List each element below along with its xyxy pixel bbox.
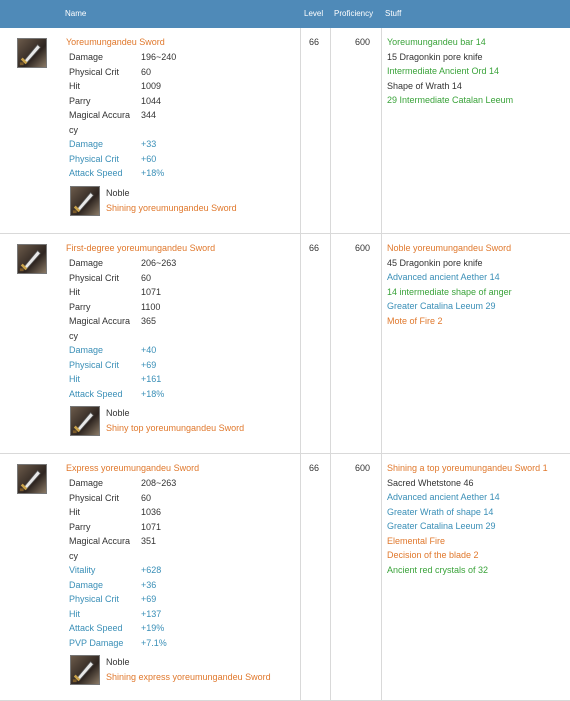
material-item[interactable]: Greater Catalina Leeum 29 <box>387 521 496 531</box>
noble-title: Noble <box>106 408 130 418</box>
sword-icon[interactable] <box>70 186 100 216</box>
column-divider <box>330 454 331 700</box>
material-item[interactable]: Decision of the blade 2 <box>387 550 479 560</box>
stat-line <box>69 273 189 287</box>
stat-line <box>69 81 189 95</box>
noble-item-name[interactable]: Shining express yoreumungandeu Sword <box>106 672 271 682</box>
header-level: Level <box>304 9 324 18</box>
stat-value: +18% <box>141 388 165 399</box>
column-divider <box>381 234 382 453</box>
stat-line <box>69 478 189 492</box>
stat-value: 60 <box>141 66 152 77</box>
stat-value: 60 <box>141 492 152 503</box>
stat-line <box>69 258 189 272</box>
stat-name: Attack Speed <box>69 168 123 178</box>
stat-line <box>69 580 189 594</box>
stat-line <box>69 125 189 139</box>
item-row <box>0 234 570 454</box>
material-item[interactable]: 29 Intermediate Catalan Leeum <box>387 95 514 105</box>
stat-line <box>69 536 189 550</box>
stat-value: +161 <box>141 374 162 384</box>
stat-line <box>69 374 189 388</box>
stat-line <box>69 67 189 81</box>
stat-name: Magical Accura <box>69 536 131 546</box>
sword-icon[interactable] <box>17 244 47 274</box>
column-divider <box>330 28 331 233</box>
stat-value: +69 <box>141 594 157 604</box>
column-divider <box>330 234 331 453</box>
stat-value: +40 <box>141 345 157 355</box>
stat-line <box>69 316 189 330</box>
stat-name: Attack Speed <box>69 388 123 399</box>
stat-name: cy <box>69 550 78 561</box>
stat-name: Attack Speed <box>69 623 123 633</box>
sword-icon[interactable] <box>17 464 47 494</box>
item-row <box>0 454 570 701</box>
header-stuff: Stuff <box>385 9 402 18</box>
material-item[interactable]: Shining a top yoreumungandeu Sword 1 <box>387 463 548 473</box>
material-item[interactable]: 14 intermediate shape of anger <box>387 286 512 297</box>
noble-title: Noble <box>106 657 130 667</box>
stat-line <box>69 565 189 579</box>
stat-name: Damage <box>69 139 104 149</box>
stat-name: Hit <box>69 507 80 517</box>
material-item[interactable]: Mote of Fire 2 <box>387 315 443 326</box>
stat-line <box>69 96 189 110</box>
item-name[interactable]: First-degree yoreumungandeu Sword <box>66 243 216 253</box>
stuff-list <box>387 243 512 330</box>
material-item[interactable]: Noble yoreumungandeu Sword <box>387 243 512 253</box>
stat-value: 1044 <box>141 95 162 106</box>
stat-name: Damage <box>69 579 104 590</box>
stat-value: 206~263 <box>141 258 177 268</box>
item-proficiency: 600 <box>355 243 371 253</box>
noble-title: Noble <box>106 187 130 198</box>
item-name[interactable]: Express yoreumungandeu Sword <box>66 463 200 473</box>
stat-line <box>69 360 189 374</box>
stat-line <box>69 52 189 66</box>
item-proficiency: 600 <box>355 37 371 47</box>
stuff-list <box>387 37 513 110</box>
stat-name: Parry <box>69 301 91 312</box>
stat-value: +69 <box>141 359 157 370</box>
stat-line <box>69 139 189 153</box>
stat-value: 1100 <box>141 301 161 312</box>
stat-line <box>69 389 189 403</box>
stat-name: Physical Crit <box>69 359 120 370</box>
stat-line <box>69 551 189 565</box>
stat-name: cy <box>69 330 78 341</box>
sword-icon[interactable] <box>70 406 100 436</box>
material-item[interactable]: 15 Dragonkin pore knife <box>387 51 483 62</box>
stat-value: 196~240 <box>141 52 177 62</box>
stat-value: +7.1% <box>141 637 167 648</box>
column-divider <box>300 234 301 453</box>
stat-name: Damage <box>69 52 104 62</box>
item-proficiency: 600 <box>355 463 371 473</box>
column-divider <box>300 454 301 700</box>
stat-line <box>69 302 189 316</box>
stat-line <box>69 609 189 623</box>
stat-name: Physical Crit <box>69 594 120 604</box>
stat-line <box>69 522 189 536</box>
stat-name: Physical Crit <box>69 66 120 77</box>
material-item[interactable]: Elemental Fire <box>387 535 446 546</box>
item-row <box>0 28 570 234</box>
stat-line <box>69 110 189 124</box>
item-level: 66 <box>309 463 320 473</box>
stat-name: cy <box>69 124 78 135</box>
stat-value: +137 <box>141 608 162 619</box>
stat-line <box>69 638 189 652</box>
material-item[interactable]: Yoreumungandeu bar 14 <box>387 37 486 47</box>
stat-line <box>69 594 189 608</box>
column-divider <box>300 28 301 233</box>
sword-icon[interactable] <box>70 655 100 685</box>
header-proficiency: Proficiency <box>334 9 374 18</box>
item-name[interactable]: Yoreumungandeu Sword <box>66 37 165 47</box>
column-divider <box>381 454 382 700</box>
stat-value: +628 <box>141 565 162 575</box>
stat-value: 1036 <box>141 507 162 517</box>
material-item[interactable]: Advanced ancient Aether 14 <box>387 492 500 502</box>
table-body <box>0 28 570 701</box>
stat-name: Damage <box>69 478 104 488</box>
stat-value: 60 <box>141 272 152 283</box>
stat-line <box>69 493 189 507</box>
stat-name: Hit <box>69 374 80 384</box>
sword-icon[interactable] <box>17 38 47 68</box>
stat-value: +33 <box>141 139 157 149</box>
stuff-list <box>387 463 548 579</box>
material-item[interactable]: Ancient red crystals of 32 <box>387 564 489 575</box>
material-item[interactable]: Sacred Whetstone 46 <box>387 477 474 488</box>
stat-value: 365 <box>141 316 157 326</box>
stat-name: Parry <box>69 521 91 532</box>
stat-name: Hit <box>69 287 80 297</box>
noble-item-name[interactable]: Shining yoreumungandeu Sword <box>106 202 237 213</box>
stat-value: +18% <box>141 168 165 178</box>
stat-name: Damage <box>69 258 104 268</box>
stat-name: Physical Crit <box>69 153 120 164</box>
stat-line <box>69 287 189 301</box>
material-item[interactable]: Shape of Wrath 14 <box>387 80 462 91</box>
stat-value: +19% <box>141 623 165 633</box>
stat-value: +36 <box>141 579 157 590</box>
stat-value: 344 <box>141 110 157 120</box>
stat-line <box>69 623 189 637</box>
stat-value: 208~263 <box>141 478 177 488</box>
material-item[interactable]: Intermediate Ancient Ord 14 <box>387 66 500 76</box>
stat-name: Physical Crit <box>69 272 120 283</box>
stat-value: +60 <box>141 153 157 164</box>
stat-line <box>69 168 189 182</box>
stat-name: Magical Accura <box>69 110 131 120</box>
stat-line <box>69 154 189 168</box>
stat-name: Vitality <box>69 565 96 575</box>
stat-value: 1071 <box>141 287 162 297</box>
header-name: Name <box>65 9 87 18</box>
stat-line <box>69 507 189 521</box>
noble-item-name[interactable]: Shiny top yoreumungandeu Sword <box>106 423 245 433</box>
stat-name: Parry <box>69 95 91 106</box>
stat-line <box>69 345 189 359</box>
stat-name: Physical Crit <box>69 492 120 503</box>
material-item[interactable]: 45 Dragonkin pore knife <box>387 257 483 268</box>
stat-name: Hit <box>69 81 80 91</box>
stat-value: 351 <box>141 536 157 546</box>
table-header <box>0 0 570 28</box>
column-divider <box>381 28 382 233</box>
stat-name: Damage <box>69 345 104 355</box>
item-level: 66 <box>309 243 320 253</box>
material-item[interactable]: Greater Wrath of shape 14 <box>387 506 494 517</box>
stat-line <box>69 331 189 345</box>
stat-name: Hit <box>69 608 80 619</box>
stat-name: PVP Damage <box>69 637 124 648</box>
item-level: 66 <box>309 37 320 47</box>
stat-name: Magical Accura <box>69 316 131 326</box>
material-item[interactable]: Advanced ancient Aether 14 <box>387 272 500 282</box>
material-item[interactable]: Greater Catalina Leeum 29 <box>387 301 496 311</box>
stat-value: 1071 <box>141 521 162 532</box>
stat-value: 1009 <box>141 81 162 91</box>
